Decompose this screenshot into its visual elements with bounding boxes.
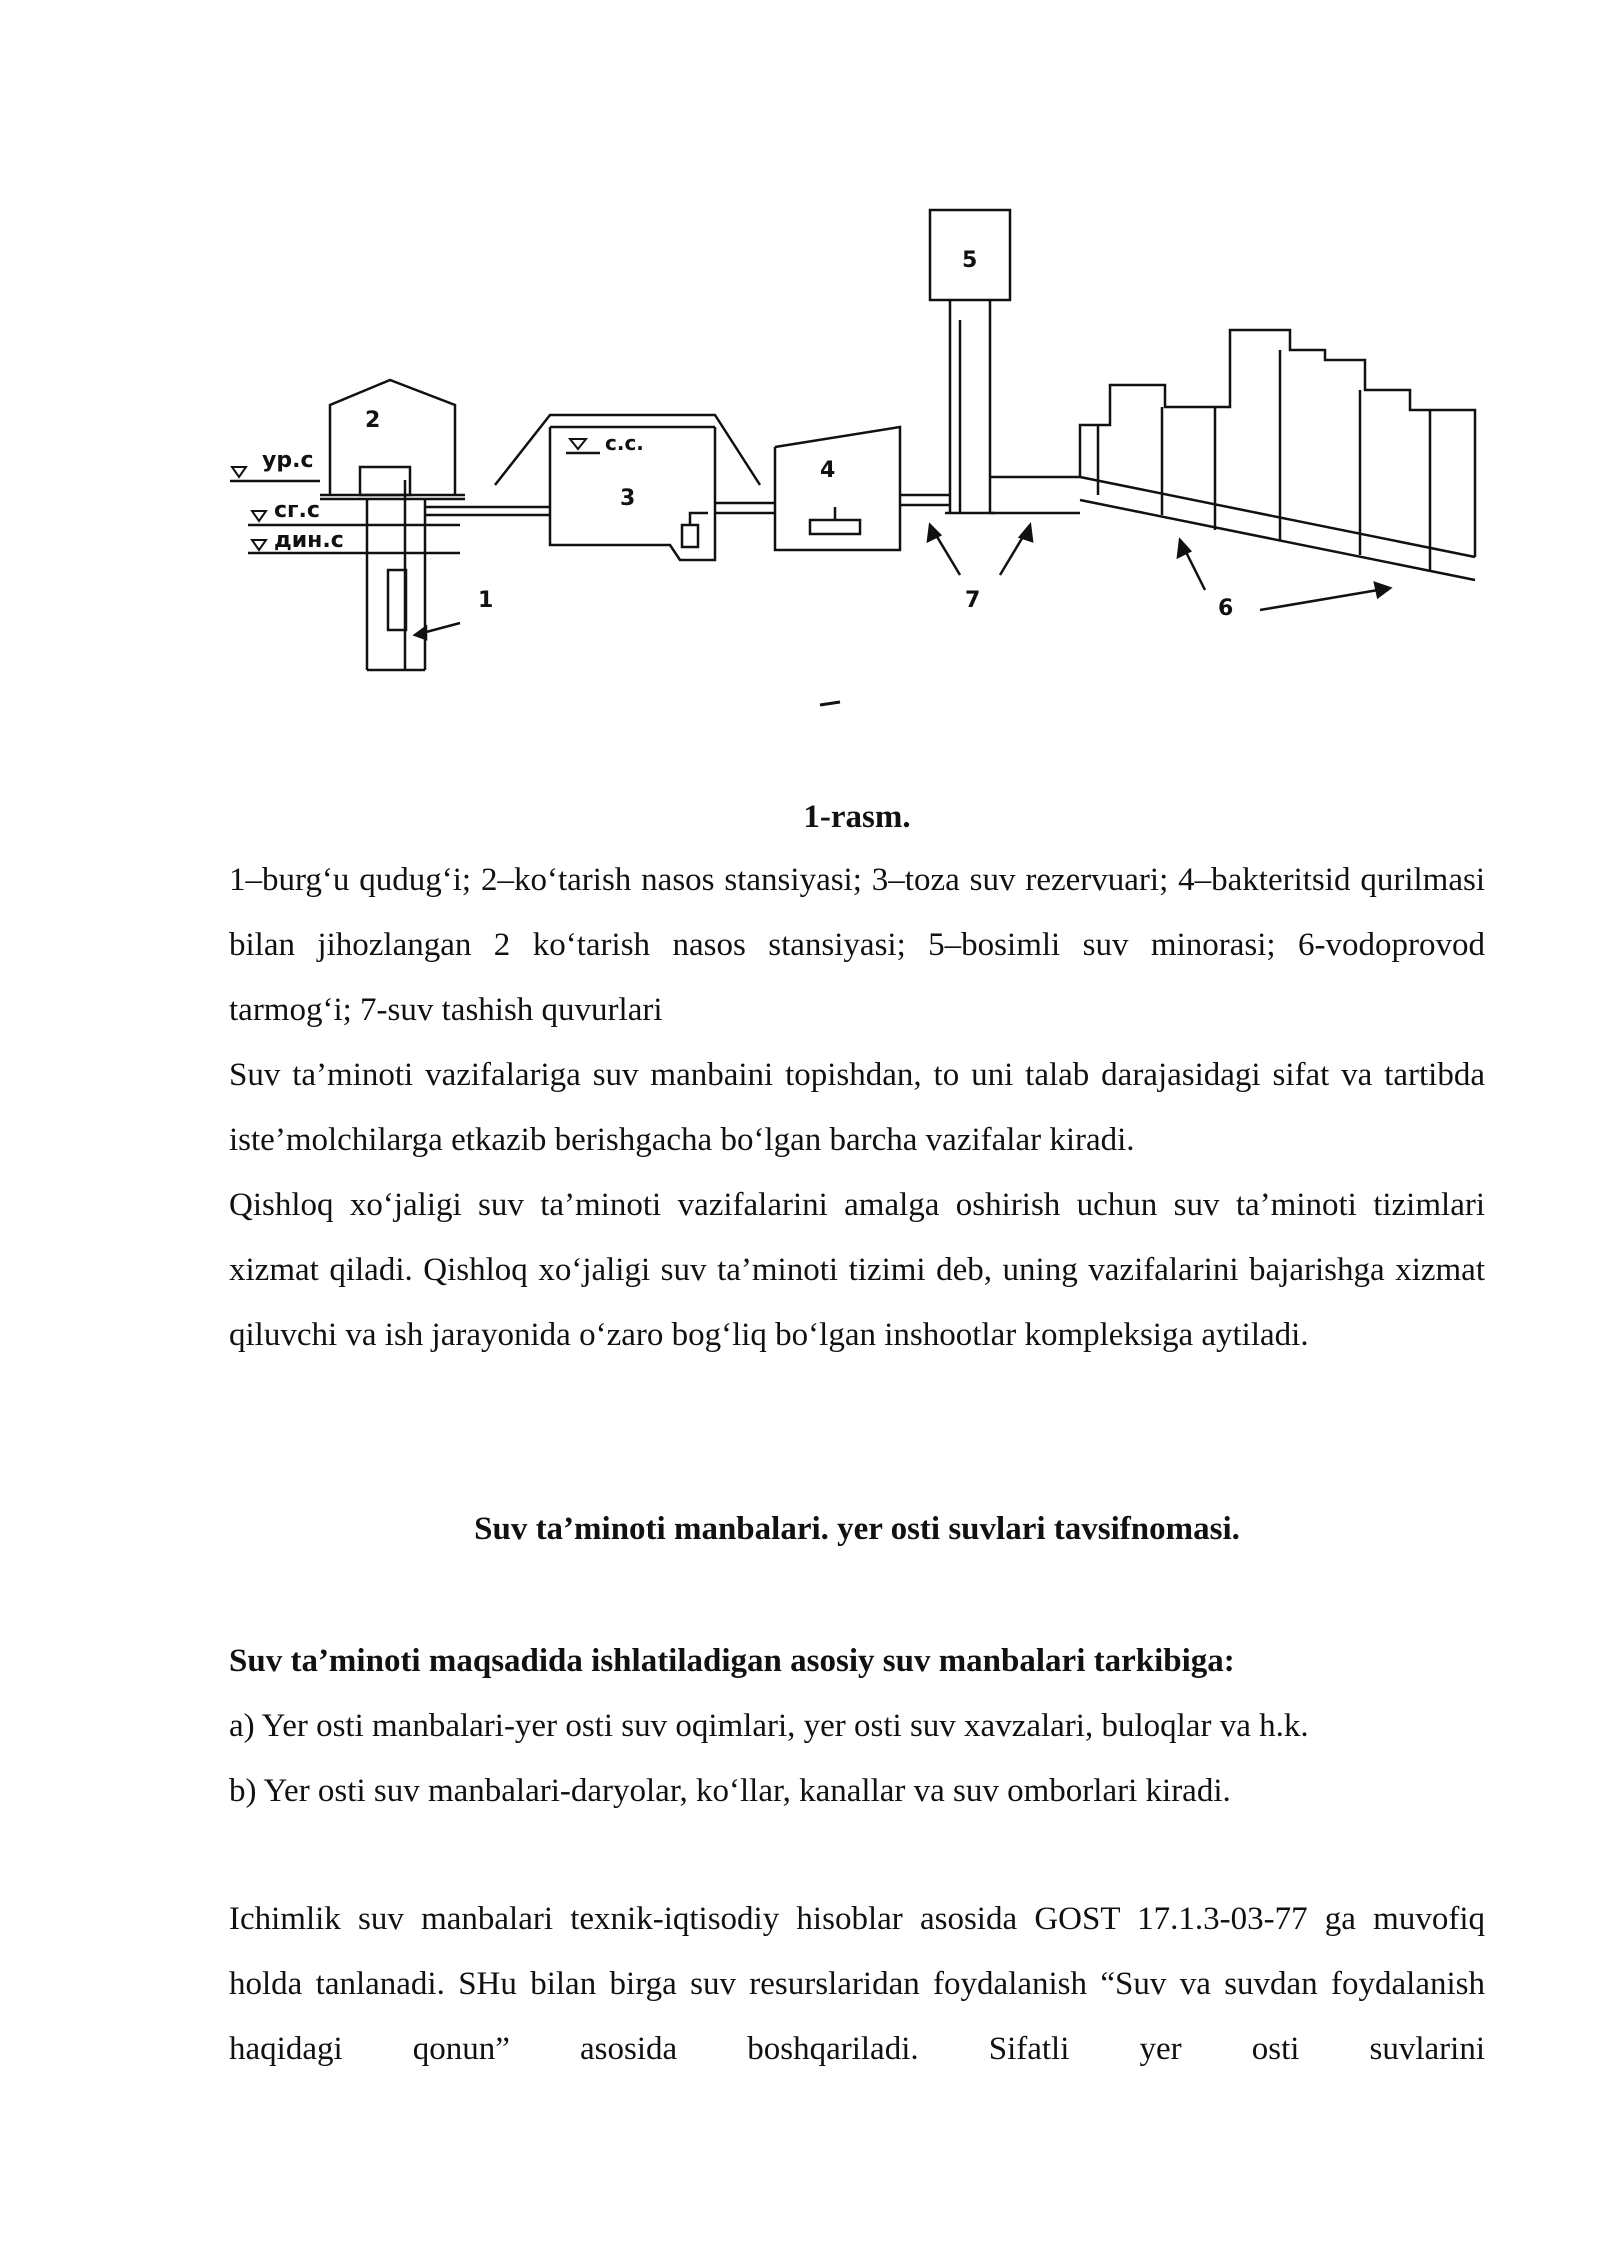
label-6: 6 — [1218, 596, 1234, 621]
label-3: 3 — [620, 486, 636, 511]
water-tower — [930, 210, 1010, 513]
source-list — [229, 1694, 1485, 1824]
section-subheading: Suv ta’minoti maqsadida ishlatiladigan asosiy suv manbalari tarkibiga: — [229, 1643, 1235, 1679]
clean-water-reservoir — [495, 415, 760, 560]
paragraph-1-text: Suv ta’minoti vazifalariga suv manbaini topishdan, to uni talab darajasidagi sifat va tartibda iste’molchilarga etkazib berishgacha bo‘lgan barcha vazifalar kiradi. — [229, 1057, 1485, 1158]
label-4: 4 — [820, 458, 836, 483]
pointer-6 — [1178, 540, 1390, 621]
section-heading: Suv ta’minoti manbalari. yer osti suvlari tavsifnomasi. — [474, 1511, 1240, 1547]
paragraph-1 — [229, 1043, 1485, 1173]
figure-caption-text — [229, 848, 1485, 1043]
label-7: 7 — [965, 588, 981, 613]
pointer-7 — [928, 525, 1032, 613]
paragraph-2 — [229, 1173, 1485, 1368]
label-1: 1 — [478, 588, 494, 613]
paragraph-2-text: Qishloq xo‘jaligi suv ta’minoti vazifalarini amalga oshirish uchun suv ta’minoti tizimlari xizmat qiladi. Qishloq xo‘jaligi suv ta’minoti tizimi deb, uning vazifalarini bajarishga xizmat qiluvchi va ish jarayonida o‘zaro bog‘liq bo‘lgan inshootlar kompleksiga aytiladi. — [229, 1187, 1485, 1353]
figure-caption-title: 1-rasm. — [803, 799, 911, 835]
town-buildings — [1080, 330, 1475, 570]
level-din-label: дин.с — [274, 528, 344, 553]
level-ss-label: с.с. — [605, 431, 644, 455]
list-item-b: b) Yer osti suv manbalari-daryolar, ko‘llar, kanallar va suv omborlari kiradi. — [229, 1773, 1231, 1809]
paragraph-3-text: Ichimlik suv manbalari texnik-iqtisodiy hisoblar asosida GOST 17.1.3-03-77 ga muvofiq holda tanlanadi. SHu bilan birga suv resurslaridan foydalanish “Suv va suvdan foydalanish haqidagi qonun” asosida boshqariladi. Sifatli yer osti suvlarini — [229, 1901, 1485, 2067]
water-supply-diagram — [230, 195, 1500, 725]
level-ur-label: ур.с — [262, 448, 314, 473]
level-sg-label: сг.с — [274, 498, 320, 523]
label-2: 2 — [365, 408, 381, 433]
paragraph-3 — [229, 1887, 1485, 2082]
label-5: 5 — [962, 248, 978, 273]
caption-legend: 1–burg‘u qudug‘i; 2–ko‘tarish nasos stansiyasi; 3–toza suv rezervuari; 4–bakteritsid qurilmasi bilan jihozlangan 2 ko‘tarish nasos stansiyasi; 5–bosimli suv minorasi; 6-vodoprovod tarmog‘i; 7-suv tashish quvurlari — [229, 862, 1485, 1028]
pump-station-2 — [775, 427, 900, 550]
list-item-a: a) Yer osti manbalari-yer osti suv oqimlari, yer osti suv xavzalari, buloqlar va h.k. — [229, 1708, 1309, 1744]
